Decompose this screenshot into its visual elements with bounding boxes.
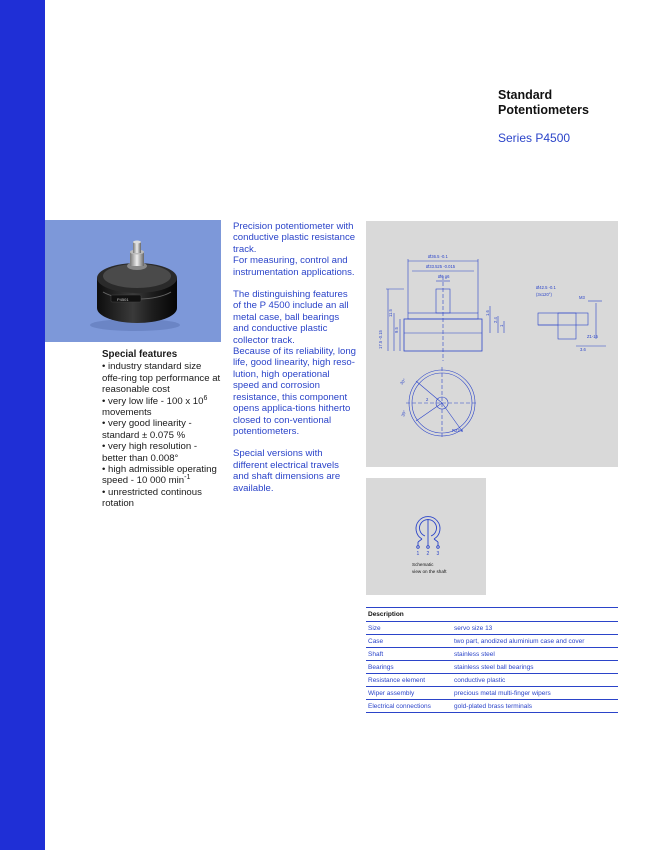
title-block [498,88,643,145]
dim-label: 9.5 [394,327,399,333]
row-value: gold-plated brass terminals [452,700,618,713]
schematic-caption: Schematic [412,562,434,567]
series-name: Series P4500 [498,131,571,145]
row-key: Case [366,635,452,648]
terminal-label: 2 [426,551,430,557]
intro-paragraph: The distinguishing features of the P 4500 include an all metal case, ball bearings and conductive plastic collector track. Because of its reliability, long life, good linearity, high reso-lution, high operational speed and corrosion resistance, this component opens applica-tions hitherto closed to con-ventional potentiometers. [233,289,357,437]
dim-label: M3 [579,295,585,300]
row-value: precious metal multi-finger wipers [452,687,618,700]
dim-label: (3x120°) [536,292,552,297]
dim-label: Ø6 g6 [438,274,450,279]
schematic-caption: view on the shaft [412,569,447,574]
dim-label: Ø42.5 -0.1 [536,285,556,290]
table-row [366,622,618,635]
feature-item: • industry standard size offe-ring top performance at reasonable cost [102,361,221,396]
intro-paragraph: Special versions with different electrical travels and shaft dimensions are available. [233,448,341,494]
table-row [366,700,618,713]
row-value: two part, anodized aluminium case and cover [452,635,618,648]
features-heading: Special features [102,349,178,360]
row-key: Wiper assembly [366,687,452,700]
feature-item: • high admissible operating speed - 10 000 $\min^{-1}$ [102,464,217,487]
description-table [366,607,618,713]
table-row [366,635,618,648]
row-key: Shaft [366,648,452,661]
feature-item: • very high resolution - better than 0.008° [102,441,198,464]
feature-item: • very good linearity - standard ± 0.075 % [102,418,192,441]
dim-label: Z1-15 [587,334,598,339]
dim-label: Ø33.525 -0.015 [426,264,456,269]
row-value: conductive plastic [452,674,618,687]
page-title-line2: Potentiometers [498,103,589,117]
schematic-diagram [366,478,486,595]
schematic-panel [366,478,486,595]
dim-label: Ø36.5 -0.1 [428,254,448,259]
dim-label: 1 [499,324,504,327]
table-row [366,674,618,687]
row-value: servo size 13 [452,622,618,635]
photo-label-text: P4501 [117,297,129,302]
table-row [366,648,618,661]
dim-label: 3.6 [580,347,586,352]
potentiometer-photo [45,220,221,342]
table-row [366,687,618,700]
terminal-label: 3 [436,551,440,557]
dim-label: 30° [400,409,408,418]
dim-label: 2 [426,397,429,402]
side-accent-bar [0,0,45,850]
feature-item: • very low life - 100 x $10^6$ movements [102,394,208,419]
table-row [366,661,618,674]
product-photo-panel [45,220,221,342]
table-header-row [366,608,618,622]
dim-label: 11.5 [388,309,393,317]
terminal-label: 1 [416,551,420,557]
dimension-drawing-panel [366,221,618,467]
intro-text [233,221,357,505]
special-features [102,349,222,510]
table-heading: Description [366,608,618,622]
row-value: stainless steel [452,648,618,661]
row-key: Size [366,622,452,635]
intro-paragraph: Precision potentiometer with conductive plastic resistance track. For measuring, control and instrumentation applications. [233,221,356,278]
row-key: Resistance element [366,674,452,687]
dim-label: R22.6 [452,428,464,433]
dim-label: 1.6 [485,310,490,316]
dim-label: 17.5 -0.15 [378,330,383,349]
row-value: stainless steel ball bearings [452,661,618,674]
row-key: Electrical connections [366,700,452,713]
page-title-line1: Standard [498,88,553,102]
dim-label: 30° [398,377,407,386]
dim-label: 2.4 [493,317,498,323]
row-key: Bearings [366,661,452,674]
feature-item: • unrestricted continous rotation [102,486,202,510]
dimension-drawing [366,221,618,467]
